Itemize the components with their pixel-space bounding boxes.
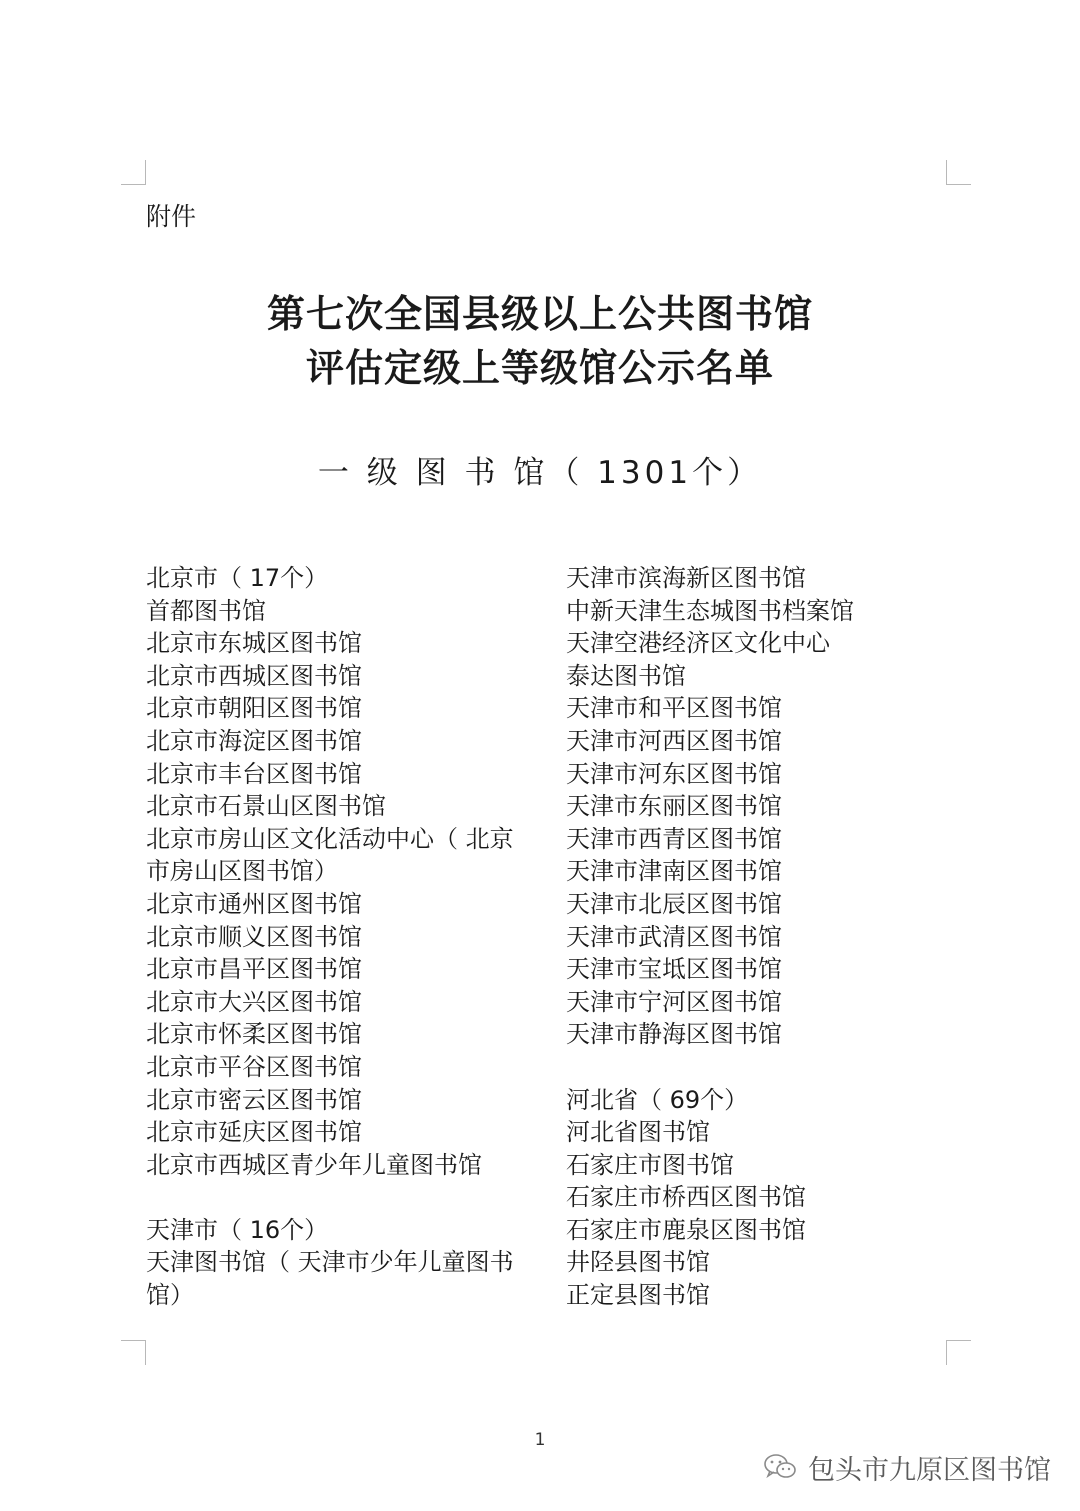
source-watermark <box>762 1450 1051 1484</box>
library-item: 首都图书馆 <box>146 596 266 625</box>
section-heading: 一 级 图 书 馆（ 1301个） <box>317 455 763 491</box>
crop-mark-bottom-left <box>121 1340 146 1365</box>
library-item: 天津图书馆（ 天津市少年儿童图书馆） <box>146 1248 514 1310</box>
library-item: 天津市东丽区图书馆 <box>566 792 782 821</box>
library-item: 天津市北辰区图书馆 <box>566 889 782 918</box>
library-item: 天津市西青区图书馆 <box>566 824 782 853</box>
library-item: 天津市滨海新区图书馆 <box>566 564 806 592</box>
library-item: 北京市昌平区图书馆 <box>146 955 362 984</box>
library-item: 北京市大兴区图书馆 <box>146 987 362 1016</box>
group-header: 天津市（ 16个） <box>146 1215 329 1244</box>
library-item: 北京市石景山区图书馆 <box>146 792 386 821</box>
library-item: 北京市房山区文化活动中心（ 北京市房山区图书馆） <box>146 824 514 886</box>
group-header: 河北省（ 69个） <box>566 1085 749 1114</box>
library-item: 北京市西城区青少年儿童图书馆 <box>146 1150 482 1179</box>
library-item: 北京市朝阳区图书馆 <box>146 694 362 723</box>
document-title-line1: 第七次全国县级以上公共图书馆 <box>266 292 813 336</box>
library-item: 天津市河西区图书馆 <box>566 726 782 755</box>
library-item: 天津空港经济区文化中心 <box>566 629 830 658</box>
library-item: 天津市静海区图书馆 <box>566 1020 782 1049</box>
page-number: 1 <box>534 1430 546 1450</box>
watermark-text: 包头市九原区图书馆 <box>808 1454 1051 1486</box>
library-group <box>566 562 926 1051</box>
crop-mark-top-right <box>946 160 971 185</box>
library-item: 天津市和平区图书馆 <box>566 694 782 723</box>
library-item: 北京市丰台区图书馆 <box>146 759 362 788</box>
library-item: 天津市河东区图书馆 <box>566 759 782 788</box>
library-item: 北京市延庆区图书馆 <box>146 1118 362 1147</box>
library-item: 中新天津生态城图书档案馆 <box>566 596 854 625</box>
library-item: 天津市津南区图书馆 <box>566 857 782 886</box>
right-column <box>566 562 926 1344</box>
crop-mark-top-left <box>121 160 146 185</box>
library-item: 北京市平谷区图书馆 <box>146 1052 362 1081</box>
left-column <box>146 562 524 1344</box>
library-item: 北京市东城区图书馆 <box>146 629 362 658</box>
library-item: 北京市怀柔区图书馆 <box>146 1020 362 1049</box>
library-item: 石家庄市鹿泉区图书馆 <box>566 1215 806 1244</box>
library-item: 北京市密云区图书馆 <box>146 1085 362 1114</box>
library-item: 石家庄市图书馆 <box>566 1150 734 1179</box>
group-header: 北京市（ 17个） <box>146 564 329 592</box>
library-item: 北京市西城区图书馆 <box>146 661 362 690</box>
attachment-label: 附件 <box>146 202 197 231</box>
crop-mark-bottom-right <box>946 1340 971 1365</box>
library-item: 河北省图书馆 <box>566 1118 710 1147</box>
library-group <box>146 1214 524 1312</box>
library-group <box>146 562 524 1181</box>
library-item: 石家庄市桥西区图书馆 <box>566 1183 806 1212</box>
library-item: 泰达图书馆 <box>566 661 686 690</box>
library-item: 井陉县图书馆 <box>566 1248 710 1277</box>
library-item: 天津市宝坻区图书馆 <box>566 955 782 984</box>
wechat-icon <box>762 1452 798 1482</box>
library-item: 正定县图书馆 <box>566 1281 710 1310</box>
library-group <box>566 1084 926 1312</box>
library-item: 天津市武清区图书馆 <box>566 922 782 951</box>
library-item: 北京市通州区图书馆 <box>146 889 362 918</box>
library-item: 北京市海淀区图书馆 <box>146 726 362 755</box>
document-title-line2: 评估定级上等级馆公示名单 <box>305 346 774 390</box>
library-item: 天津市宁河区图书馆 <box>566 987 782 1016</box>
library-item: 北京市顺义区图书馆 <box>146 922 362 951</box>
